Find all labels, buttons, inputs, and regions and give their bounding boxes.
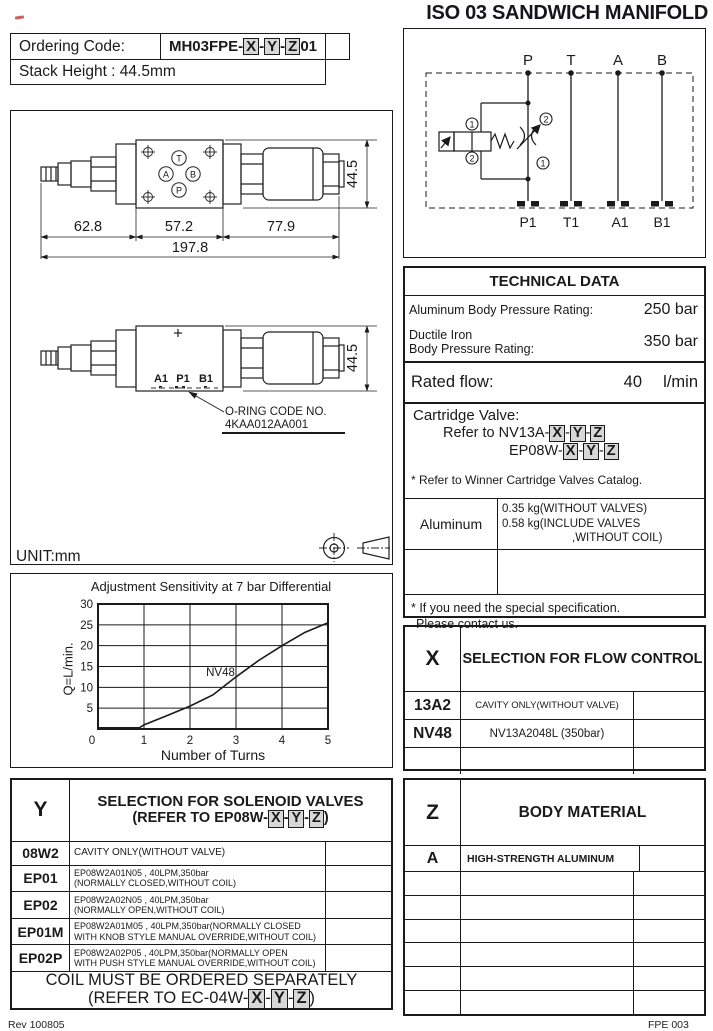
stack-height-label: Stack Height : 44.5mm xyxy=(10,59,326,85)
flow-lines xyxy=(528,73,662,201)
oring-note-line1: O-RING CODE NO. xyxy=(225,406,327,418)
port-label-b: B xyxy=(189,169,197,180)
code-separator: - xyxy=(598,443,604,460)
empty-key xyxy=(405,896,461,919)
empty-cell xyxy=(326,892,391,918)
cartridge-ref-2 xyxy=(413,443,704,460)
body-row-desc: HIGH-STRENGTH ALUMINUM xyxy=(461,846,640,871)
manifold-boundary xyxy=(426,73,693,208)
empty-cell xyxy=(634,943,704,966)
empty-desc xyxy=(461,943,634,966)
schem-port-t1: T1 xyxy=(562,214,580,230)
weight-line-3: ,WITHOUT COIL) xyxy=(572,532,663,545)
svg-text:1: 1 xyxy=(140,735,148,744)
schem-port-a: A xyxy=(612,52,624,69)
svg-text:3: 3 xyxy=(232,735,240,744)
code-separator: - xyxy=(259,38,265,55)
schematic-top-port-labels xyxy=(523,52,667,69)
table-row xyxy=(12,945,391,972)
empty-cell xyxy=(326,945,391,971)
ordering-code-prefix: MH03FPE- xyxy=(168,38,244,55)
rated-flow-unit: l/min xyxy=(663,373,698,391)
solenoid-title-prefix: (REFER TO EP08W- xyxy=(132,810,268,827)
page-title: ISO 03 SANDWICH MANIFOLD xyxy=(426,2,708,24)
empty-desc xyxy=(461,920,634,943)
body-table-key-header: Z xyxy=(405,780,461,845)
y-box: Y xyxy=(570,425,586,442)
empty-cell xyxy=(634,692,704,719)
chart-y-axis-label: Q=L/min. xyxy=(60,642,76,696)
desc-line1: EP08W2A01M05 , 40LPM,350bar(NORMALLY CLOSED xyxy=(74,921,301,932)
valve-dimension-drawing xyxy=(11,111,390,562)
port-label-p: P xyxy=(175,185,183,196)
empty-cell xyxy=(634,872,704,895)
weight-line-1: 0.35 kg(WITHOUT VALVES) xyxy=(502,503,648,515)
empty-cell xyxy=(634,920,704,943)
port-label-a: A xyxy=(162,169,170,180)
svg-text:15: 15 xyxy=(80,661,93,674)
code-separator: - xyxy=(280,38,286,55)
port-label-a1: A1 xyxy=(153,373,169,385)
callout-numbers xyxy=(466,113,552,169)
catalog-note: * Refer to Winner Cartridge Valves Catalog. xyxy=(405,468,704,499)
body-row-key: A xyxy=(405,846,461,871)
x-box: X xyxy=(268,810,284,827)
hydraulic-schematic-panel xyxy=(403,28,706,258)
empty-cell xyxy=(634,748,704,774)
table-row xyxy=(405,896,704,920)
rated-flow-value: 40 xyxy=(623,373,642,391)
code-separator: - xyxy=(578,443,584,460)
coil-note-prefix: (REFER TO EC-04W- xyxy=(87,989,249,1008)
desc-line1: EP08W2A01N05 , 40LPM,350bar xyxy=(74,868,209,879)
desc-line2: WITH KNOB STYLE MANUAL OVERRIDE,WITHOUT COIL) xyxy=(74,931,317,942)
schem-port-a1: A1 xyxy=(611,214,629,230)
table-row xyxy=(405,872,704,896)
flow-table-header xyxy=(405,627,704,692)
ductile-label-line1: Ductile Iron xyxy=(409,328,473,342)
hydraulic-schematic xyxy=(404,29,703,255)
table-row xyxy=(405,692,704,720)
solenoid-row-key: 08W2 xyxy=(12,842,70,865)
body-table-header xyxy=(405,780,704,846)
x-box: X xyxy=(248,989,265,1008)
side-view-outline xyxy=(41,326,344,391)
ordering-code-z-box: Z xyxy=(285,38,300,56)
weight-table-row-divider xyxy=(405,549,704,550)
z-box: Z xyxy=(604,443,619,460)
desc-line2: WITH PUSH STYLE MANUAL OVERRIDE,WITHOUT COIL) xyxy=(74,958,316,969)
flow-table-key-header: X xyxy=(405,627,461,691)
cartridge-valve-title: Cartridge Valve: xyxy=(413,407,520,424)
svg-text:5: 5 xyxy=(86,703,93,716)
ductile-pressure-label xyxy=(409,328,534,356)
ductile-pressure-value: 350 bar xyxy=(643,333,698,350)
technical-data-title: TECHNICAL DATA xyxy=(405,268,704,296)
body-table-title: BODY MATERIAL xyxy=(518,803,647,821)
svg-text:0: 0 xyxy=(88,735,96,744)
table-row xyxy=(405,846,704,872)
weight-values-cell xyxy=(502,502,663,546)
z-box: Z xyxy=(293,989,309,1008)
solenoid-title-line1: SELECTION FOR SOLENOID VALVES xyxy=(97,793,364,811)
empty-cell xyxy=(634,991,704,1014)
dim-57-2: 57.2 xyxy=(164,219,194,235)
dimension-drawing-panel xyxy=(10,110,393,565)
flow-row-desc: CAVITY ONLY(WITHOUT VALVE) xyxy=(461,692,634,719)
table-row xyxy=(405,991,704,1014)
schem-port-b1: B1 xyxy=(653,214,671,230)
port-label-p1: P1 xyxy=(176,373,190,385)
empty-desc xyxy=(461,991,634,1014)
table-row xyxy=(405,748,704,774)
desc-line2: (NORMALLY OPEN,WITHOUT COIL) xyxy=(74,904,225,915)
desc-line1: EP08W2A02N05 , 40LPM,350bar xyxy=(74,894,209,905)
desc-line2: (NORMALLY CLOSED,WITHOUT COIL) xyxy=(74,878,237,889)
empty-key xyxy=(405,991,461,1014)
empty-cell xyxy=(326,919,391,945)
solenoid-row-desc xyxy=(70,866,326,892)
svg-text:4: 4 xyxy=(278,735,286,744)
ductile-pressure-row xyxy=(405,323,704,363)
port-label-t: T xyxy=(176,153,182,164)
ordering-code-value xyxy=(160,33,327,60)
x-box: X xyxy=(563,443,579,460)
ductile-label-line2: Body Pressure Rating: xyxy=(409,342,535,356)
callout-restrictor-1: 1 xyxy=(540,158,546,169)
dim-77-9: 77.9 xyxy=(266,219,296,235)
y-box: Y xyxy=(583,443,599,460)
solenoid-table-key-header: Y xyxy=(12,780,70,841)
solenoid-table-title xyxy=(70,780,391,841)
code-separator: - xyxy=(265,989,271,1008)
solenoid-row-key: EP01M xyxy=(12,919,70,945)
empty-cell xyxy=(634,967,704,990)
solenoid-row-desc xyxy=(70,842,326,865)
schem-port-p1: P1 xyxy=(519,214,537,230)
chart-title: Adjustment Sensitivity at 7 bar Differential xyxy=(90,579,332,594)
unit-note: UNIT:mm xyxy=(16,548,81,562)
empty-desc xyxy=(461,896,634,919)
dim-62-8: 62.8 xyxy=(73,219,103,235)
empty-key xyxy=(405,943,461,966)
flow-row-key: NV48 xyxy=(405,720,461,747)
svg-text:30: 30 xyxy=(80,599,93,611)
rated-flow-row xyxy=(405,363,704,404)
table-row xyxy=(405,920,704,944)
weight-table xyxy=(405,499,704,595)
empty-cell xyxy=(326,842,391,865)
coil-note-line1: COIL MUST BE ORDERED SEPARATELY xyxy=(45,971,358,990)
technical-data-panel xyxy=(403,266,706,632)
z-box: Z xyxy=(590,425,605,442)
solenoid-row-key: EP02P xyxy=(12,945,70,971)
solenoid-row-desc xyxy=(70,892,326,918)
empty-cell xyxy=(326,866,391,892)
svg-text:NV48: NV48 xyxy=(206,667,235,680)
code-separator: - xyxy=(565,425,570,441)
ordering-code-y-box: Y xyxy=(264,38,280,56)
table-row xyxy=(405,967,704,991)
side-view-port-labels xyxy=(151,373,218,389)
cartridge-valve-section xyxy=(405,404,704,468)
coil-order-note xyxy=(12,972,391,1008)
weight-line-2: 0.58 kg(INCLUDE VALVES xyxy=(502,517,641,530)
empty-key xyxy=(405,967,461,990)
flow-row-key xyxy=(405,748,461,774)
schem-port-t: T xyxy=(566,52,576,69)
flow-row-key: 13A2 xyxy=(405,692,461,719)
port-label-b1: B1 xyxy=(198,373,214,385)
empty-key xyxy=(405,920,461,943)
code-separator: - xyxy=(287,989,294,1008)
dim-44-5-side: 44.5 xyxy=(345,343,361,373)
dim-197-8: 197.8 xyxy=(171,240,209,256)
empty-key xyxy=(405,872,461,895)
aluminum-pressure-row xyxy=(405,296,704,323)
solenoid-table-header xyxy=(12,780,391,842)
rated-flow-label: Rated flow: xyxy=(411,373,494,391)
bottom-port-symbols xyxy=(517,201,673,207)
solenoid-title-line2 xyxy=(132,810,328,827)
ordering-code-x-box: X xyxy=(243,38,259,56)
x-box: X xyxy=(549,425,565,442)
ordering-code-empty-cell xyxy=(325,33,350,60)
code-separator: - xyxy=(585,425,591,441)
empty-desc xyxy=(461,967,634,990)
code-separator: - xyxy=(304,810,309,827)
document-code-footer: FPE 003 xyxy=(648,1019,689,1031)
z-box: Z xyxy=(309,810,324,827)
weight-material-cell: Aluminum xyxy=(419,516,483,532)
solenoid-row-desc xyxy=(70,945,326,971)
paren-close: ) xyxy=(323,810,329,827)
y-box: Y xyxy=(288,810,304,827)
solenoid-row-key: EP01 xyxy=(12,866,70,892)
solenoid-row-desc xyxy=(70,919,326,945)
aluminum-pressure-value: 250 bar xyxy=(643,300,698,318)
cartridge-ref1-prefix: Refer to NV13A- xyxy=(443,425,550,441)
table-row xyxy=(12,866,391,893)
body-material-table xyxy=(403,778,706,1016)
paren-close: ) xyxy=(309,989,316,1008)
table-row xyxy=(405,943,704,967)
chart-x-axis-label: Number of Turns xyxy=(160,747,266,763)
ordering-code-suffix: 01 xyxy=(300,38,318,55)
code-separator: - xyxy=(283,810,289,827)
cartridge-ref-1 xyxy=(413,425,704,442)
table-row xyxy=(405,720,704,748)
schem-port-p: P xyxy=(522,52,534,69)
callout-valve-1: 1 xyxy=(469,119,475,130)
table-row xyxy=(12,842,391,866)
flow-row-desc xyxy=(461,748,634,774)
svg-text:25: 25 xyxy=(80,619,93,632)
weight-table-divider xyxy=(497,499,498,594)
empty-cell xyxy=(640,846,704,871)
empty-cell xyxy=(634,720,704,747)
y-box: Y xyxy=(271,989,288,1008)
solenoid-valve-symbol xyxy=(439,103,528,179)
third-angle-projection-icon xyxy=(319,533,390,562)
oring-note-line2: 4KAA012AA001 xyxy=(225,419,309,431)
table-row xyxy=(12,919,391,946)
oring-callout xyxy=(189,392,345,433)
scan-artifact-mark xyxy=(15,15,24,19)
desc-line1: EP08W2A02P05 , 40LPM,350bar(NORMALLY OPEN xyxy=(74,947,288,958)
sensitivity-chart-panel xyxy=(10,573,393,768)
callout-restrictor-2: 2 xyxy=(543,114,549,125)
svg-text:5: 5 xyxy=(324,735,332,744)
table-row xyxy=(12,892,391,919)
schematic-bottom-port-labels xyxy=(519,214,670,230)
flow-table-title: SELECTION FOR FLOW CONTROL xyxy=(462,651,703,667)
aluminum-pressure-label: Aluminum Body Pressure Rating: xyxy=(409,302,594,317)
solenoid-row-key: EP02 xyxy=(12,892,70,918)
flow-row-desc: NV13A2048L (350bar) xyxy=(461,720,634,747)
desc-line1: CAVITY ONLY(WITHOUT VALVE) xyxy=(74,847,226,859)
empty-cell xyxy=(634,896,704,919)
top-view-port-circles xyxy=(159,151,200,197)
cartridge-ref2-prefix: EP08W- xyxy=(509,443,563,460)
schem-port-b: B xyxy=(656,52,668,69)
special-note-line1: * If you need the special specification. xyxy=(411,601,621,615)
empty-desc xyxy=(461,872,634,895)
callout-valve-2: 2 xyxy=(469,153,475,164)
dim-44-5-top: 44.5 xyxy=(345,159,361,189)
revision-footer: Rev 100805 xyxy=(8,1019,65,1031)
svg-text:20: 20 xyxy=(80,640,93,653)
svg-text:2: 2 xyxy=(186,735,194,744)
special-note-line2: Please contact us. xyxy=(416,617,519,632)
svg-text:10: 10 xyxy=(80,682,93,695)
coil-note-line2 xyxy=(88,989,315,1008)
ordering-code-label: Ordering Code: xyxy=(10,33,161,60)
solenoid-valve-selection-table xyxy=(10,778,393,1010)
flow-control-selection-table xyxy=(403,625,706,771)
